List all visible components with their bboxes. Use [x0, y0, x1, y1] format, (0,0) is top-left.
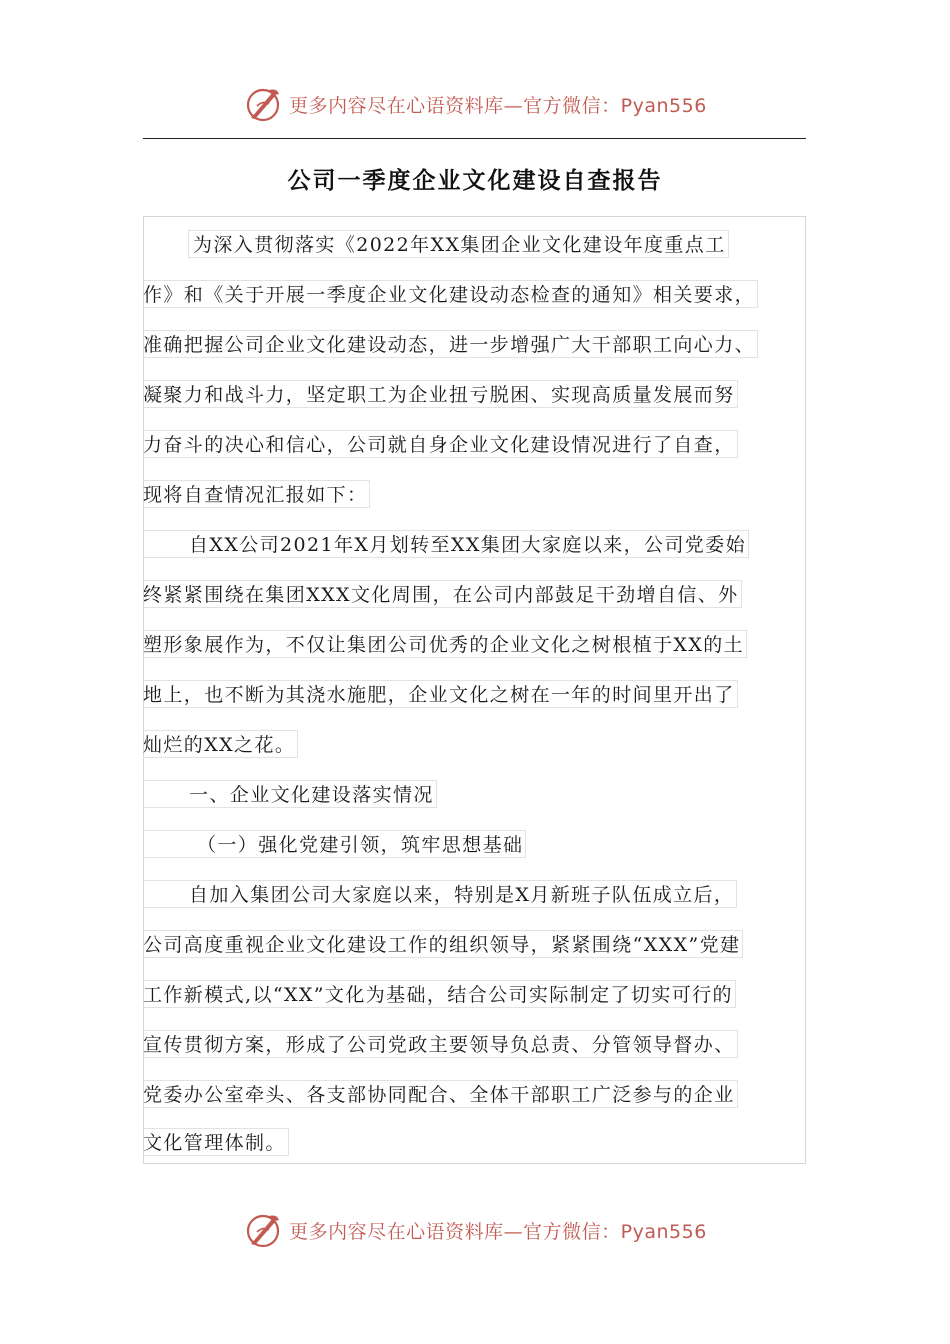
- text-line: 作》和《关于开展一季度企业文化建设动态检查的通知》相关要求，: [143, 280, 758, 308]
- text-line: 塑形象展作为，不仅让集团公司优秀的企业文化之树根植于XX的土: [143, 630, 747, 658]
- wechat-id: Pyan556: [620, 1220, 707, 1243]
- quill-logo-icon: [243, 1210, 283, 1250]
- text-line: 凝聚力和战斗力，坚定职工为企业扭亏脱困、实现高质量发展而努: [143, 380, 738, 408]
- text-line: 自XX公司2021年X月划转至XX集团大家庭以来，公司党委始: [143, 530, 749, 558]
- text-line: 宣传贯彻方案，形成了公司党政主要领导负总责、分管领导督办、: [143, 1030, 738, 1058]
- banner-text: 更多内容尽在心语资料库—官方微信：Pyan556: [289, 1220, 707, 1243]
- wechat-id: Pyan556: [620, 94, 707, 117]
- header-banner: [0, 82, 950, 126]
- text-line: 工作新模式,以“XX”文化为基础，结合公司实际制定了切实可行的: [143, 980, 736, 1008]
- text-line: 现将自查情况汇报如下：: [143, 480, 370, 508]
- subsection-heading: （一）强化党建引领，筑牢思想基础: [143, 830, 526, 858]
- text-line: 公司高度重视企业文化建设工作的组织领导，紧紧围绕“XXX”党建: [143, 930, 743, 958]
- text-line: 自加入集团公司大家庭以来，特别是X月新班子队伍成立后，: [143, 880, 737, 908]
- text-line: 文化管理体制。: [143, 1128, 289, 1156]
- section-heading: 一、企业文化建设落实情况: [143, 780, 437, 808]
- banner-text: 更多内容尽在心语资料库—官方微信：Pyan556: [289, 94, 707, 117]
- page-title: 公司一季度企业文化建设自查报告: [287, 168, 663, 194]
- text-line: 终紧紧围绕在集团XXX文化周围，在公司内部鼓足干劲增自信、外: [143, 580, 742, 608]
- text-line: 灿烂的XX之花。: [143, 730, 298, 758]
- text-line: 力奋斗的决心和信心，公司就自身企业文化建设情况进行了自查，: [143, 430, 738, 458]
- text-line: 党委办公室牵头、各支部协同配合、全体干部职工广泛参与的企业: [143, 1080, 738, 1108]
- text-line: 为深入贯彻落实《2022年XX集团企业文化建设年度重点工: [188, 230, 729, 258]
- quill-logo-icon: [243, 84, 283, 124]
- footer-banner: [0, 1208, 950, 1252]
- text-line: 准确把握公司企业文化建设动态，进一步增强广大干部职工向心力、: [143, 330, 758, 358]
- text-line: 地上，也不断为其浇水施肥，企业文化之树在一年的时间里开出了: [143, 680, 738, 708]
- header-divider: [143, 138, 806, 139]
